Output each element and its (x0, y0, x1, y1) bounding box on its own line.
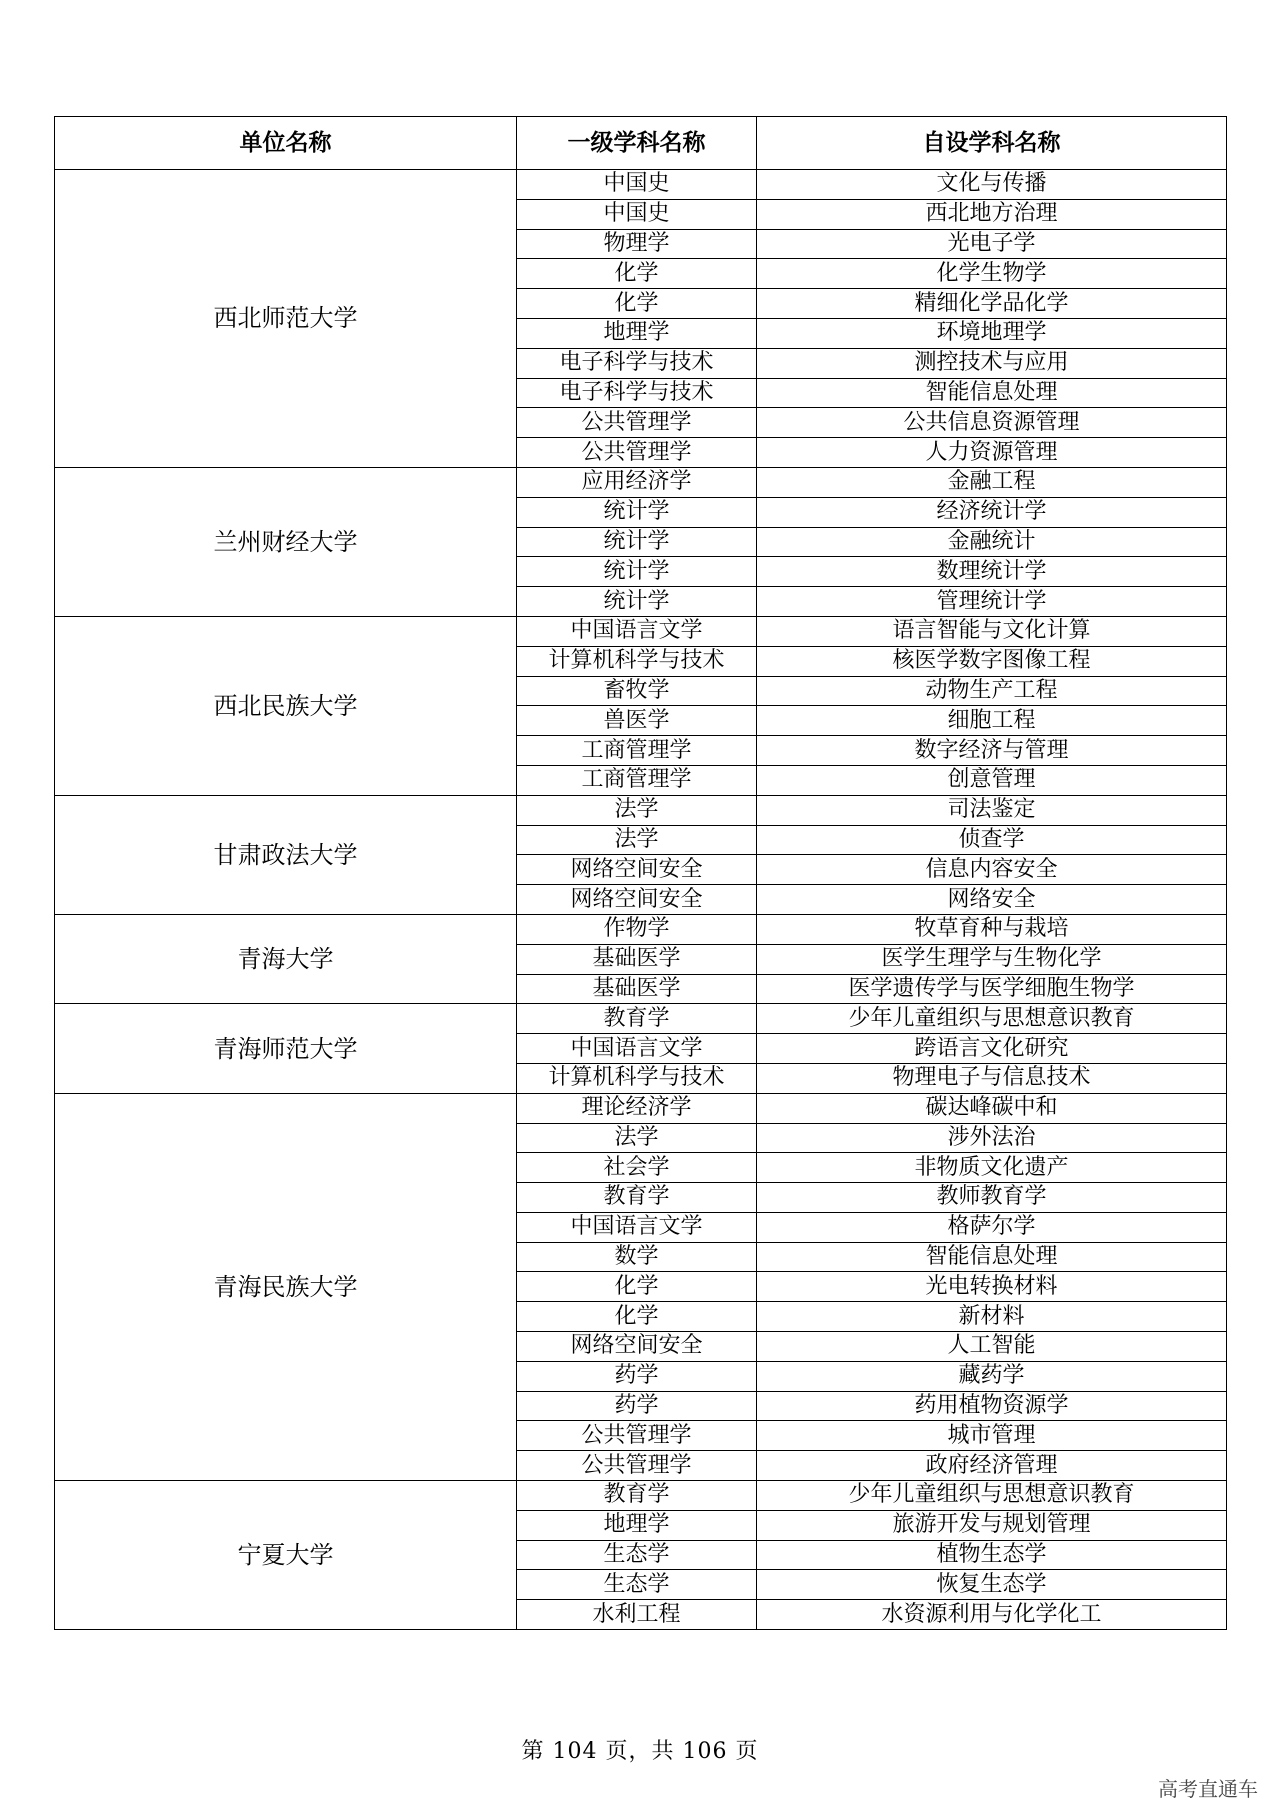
primary-discipline-cell: 网络空间安全 (517, 855, 757, 885)
unit-name-cell: 宁夏大学 (55, 1481, 517, 1630)
unit-name-cell: 甘肃政法大学 (55, 795, 517, 914)
table-row (55, 467, 1227, 497)
custom-discipline-cell: 恢复生态学 (757, 1570, 1227, 1600)
primary-discipline-cell: 教育学 (517, 1183, 757, 1213)
primary-discipline-cell: 中国语言文学 (517, 1212, 757, 1242)
custom-discipline-cell: 创意管理 (757, 765, 1227, 795)
primary-discipline-cell: 化学 (517, 289, 757, 319)
primary-discipline-cell: 统计学 (517, 557, 757, 587)
primary-discipline-cell: 应用经济学 (517, 467, 757, 497)
custom-discipline-cell: 植物生态学 (757, 1540, 1227, 1570)
primary-discipline-cell: 物理学 (517, 229, 757, 259)
custom-discipline-cell: 水资源利用与化学化工 (757, 1600, 1227, 1630)
primary-discipline-cell: 电子科学与技术 (517, 348, 757, 378)
primary-discipline-cell: 水利工程 (517, 1600, 757, 1630)
custom-discipline-cell: 化学生物学 (757, 259, 1227, 289)
custom-discipline-cell: 司法鉴定 (757, 795, 1227, 825)
custom-discipline-cell: 碳达峰碳中和 (757, 1093, 1227, 1123)
custom-discipline-cell: 精细化学品化学 (757, 289, 1227, 319)
custom-discipline-cell: 动物生产工程 (757, 676, 1227, 706)
custom-discipline-cell: 智能信息处理 (757, 1242, 1227, 1272)
primary-discipline-cell: 理论经济学 (517, 1093, 757, 1123)
primary-discipline-cell: 统计学 (517, 527, 757, 557)
custom-discipline-cell: 环境地理学 (757, 318, 1227, 348)
custom-discipline-cell: 网络安全 (757, 885, 1227, 915)
primary-discipline-cell: 法学 (517, 825, 757, 855)
primary-discipline-cell: 化学 (517, 1302, 757, 1332)
primary-discipline-cell: 计算机科学与技术 (517, 646, 757, 676)
primary-discipline-cell: 中国史 (517, 170, 757, 200)
subject-table (54, 116, 1227, 1630)
table-row (55, 1004, 1227, 1034)
custom-discipline-cell: 公共信息资源管理 (757, 408, 1227, 438)
table-row (55, 914, 1227, 944)
unit-name-cell: 兰州财经大学 (55, 467, 517, 616)
custom-discipline-cell: 格萨尔学 (757, 1212, 1227, 1242)
primary-discipline-cell: 电子科学与技术 (517, 378, 757, 408)
primary-discipline-cell: 地理学 (517, 318, 757, 348)
table-row (55, 795, 1227, 825)
custom-discipline-cell: 少年儿童组织与思想意识教育 (757, 1481, 1227, 1511)
custom-discipline-cell: 语言智能与文化计算 (757, 616, 1227, 646)
unit-name-cell: 青海民族大学 (55, 1093, 517, 1480)
primary-discipline-cell: 中国语言文学 (517, 616, 757, 646)
primary-discipline-cell: 地理学 (517, 1510, 757, 1540)
primary-discipline-cell: 公共管理学 (517, 1421, 757, 1451)
custom-discipline-cell: 光电转换材料 (757, 1272, 1227, 1302)
primary-discipline-cell: 公共管理学 (517, 1451, 757, 1481)
table-row (55, 616, 1227, 646)
custom-discipline-cell: 药用植物资源学 (757, 1391, 1227, 1421)
custom-discipline-cell: 西北地方治理 (757, 199, 1227, 229)
primary-discipline-cell: 网络空间安全 (517, 1332, 757, 1362)
primary-discipline-cell: 法学 (517, 1123, 757, 1153)
custom-discipline-cell: 核医学数字图像工程 (757, 646, 1227, 676)
custom-discipline-cell: 测控技术与应用 (757, 348, 1227, 378)
custom-discipline-cell: 金融工程 (757, 467, 1227, 497)
primary-discipline-cell: 网络空间安全 (517, 885, 757, 915)
table-row (55, 170, 1227, 200)
custom-discipline-cell: 光电子学 (757, 229, 1227, 259)
custom-discipline-cell: 少年儿童组织与思想意识教育 (757, 1004, 1227, 1034)
custom-discipline-cell: 物理电子与信息技术 (757, 1063, 1227, 1093)
unit-name-cell: 青海大学 (55, 914, 517, 1003)
unit-name-cell: 西北民族大学 (55, 616, 517, 795)
primary-discipline-cell: 统计学 (517, 587, 757, 617)
custom-discipline-cell: 数理统计学 (757, 557, 1227, 587)
primary-discipline-cell: 统计学 (517, 497, 757, 527)
primary-discipline-cell: 工商管理学 (517, 765, 757, 795)
table-row (55, 1093, 1227, 1123)
primary-discipline-cell: 化学 (517, 259, 757, 289)
primary-discipline-cell: 教育学 (517, 1004, 757, 1034)
custom-discipline-cell: 人力资源管理 (757, 438, 1227, 468)
custom-discipline-cell: 信息内容安全 (757, 855, 1227, 885)
primary-discipline-cell: 药学 (517, 1391, 757, 1421)
custom-discipline-cell: 金融统计 (757, 527, 1227, 557)
header-primary-discipline: 一级学科名称 (517, 117, 757, 170)
custom-discipline-cell: 城市管理 (757, 1421, 1227, 1451)
primary-discipline-cell: 生态学 (517, 1570, 757, 1600)
primary-discipline-cell: 公共管理学 (517, 438, 757, 468)
unit-name-cell: 青海师范大学 (55, 1004, 517, 1093)
primary-discipline-cell: 作物学 (517, 914, 757, 944)
custom-discipline-cell: 非物质文化遗产 (757, 1153, 1227, 1183)
custom-discipline-cell: 智能信息处理 (757, 378, 1227, 408)
custom-discipline-cell: 人工智能 (757, 1332, 1227, 1362)
unit-name-cell: 西北师范大学 (55, 170, 517, 468)
watermark-text: 高考直通车 (1158, 1777, 1258, 1801)
custom-discipline-cell: 教师教育学 (757, 1183, 1227, 1213)
table-body (55, 170, 1227, 1630)
custom-discipline-cell: 文化与传播 (757, 170, 1227, 200)
primary-discipline-cell: 中国史 (517, 199, 757, 229)
table-header (55, 117, 1227, 170)
primary-discipline-cell: 中国语言文学 (517, 1034, 757, 1064)
header-row (55, 117, 1227, 170)
primary-discipline-cell: 药学 (517, 1361, 757, 1391)
custom-discipline-cell: 政府经济管理 (757, 1451, 1227, 1481)
primary-discipline-cell: 畜牧学 (517, 676, 757, 706)
custom-discipline-cell: 细胞工程 (757, 706, 1227, 736)
page-number: 第 104 页，共 106 页 (521, 1739, 759, 1764)
table-row (55, 1481, 1227, 1511)
custom-discipline-cell: 新材料 (757, 1302, 1227, 1332)
primary-discipline-cell: 基础医学 (517, 974, 757, 1004)
custom-discipline-cell: 经济统计学 (757, 497, 1227, 527)
custom-discipline-cell: 管理统计学 (757, 587, 1227, 617)
custom-discipline-cell: 数字经济与管理 (757, 736, 1227, 766)
custom-discipline-cell: 医学遗传学与医学细胞生物学 (757, 974, 1227, 1004)
primary-discipline-cell: 社会学 (517, 1153, 757, 1183)
primary-discipline-cell: 数学 (517, 1242, 757, 1272)
primary-discipline-cell: 法学 (517, 795, 757, 825)
custom-discipline-cell: 医学生理学与生物化学 (757, 944, 1227, 974)
custom-discipline-cell: 藏药学 (757, 1361, 1227, 1391)
custom-discipline-cell: 侦查学 (757, 825, 1227, 855)
header-unit: 单位名称 (55, 117, 517, 170)
primary-discipline-cell: 基础医学 (517, 944, 757, 974)
primary-discipline-cell: 生态学 (517, 1540, 757, 1570)
custom-discipline-cell: 牧草育种与栽培 (757, 914, 1227, 944)
primary-discipline-cell: 计算机科学与技术 (517, 1063, 757, 1093)
primary-discipline-cell: 化学 (517, 1272, 757, 1302)
custom-discipline-cell: 旅游开发与规划管理 (757, 1510, 1227, 1540)
primary-discipline-cell: 兽医学 (517, 706, 757, 736)
custom-discipline-cell: 涉外法治 (757, 1123, 1227, 1153)
custom-discipline-cell: 跨语言文化研究 (757, 1034, 1227, 1064)
primary-discipline-cell: 公共管理学 (517, 408, 757, 438)
primary-discipline-cell: 教育学 (517, 1481, 757, 1511)
primary-discipline-cell: 工商管理学 (517, 736, 757, 766)
header-custom-discipline: 自设学科名称 (757, 117, 1227, 170)
